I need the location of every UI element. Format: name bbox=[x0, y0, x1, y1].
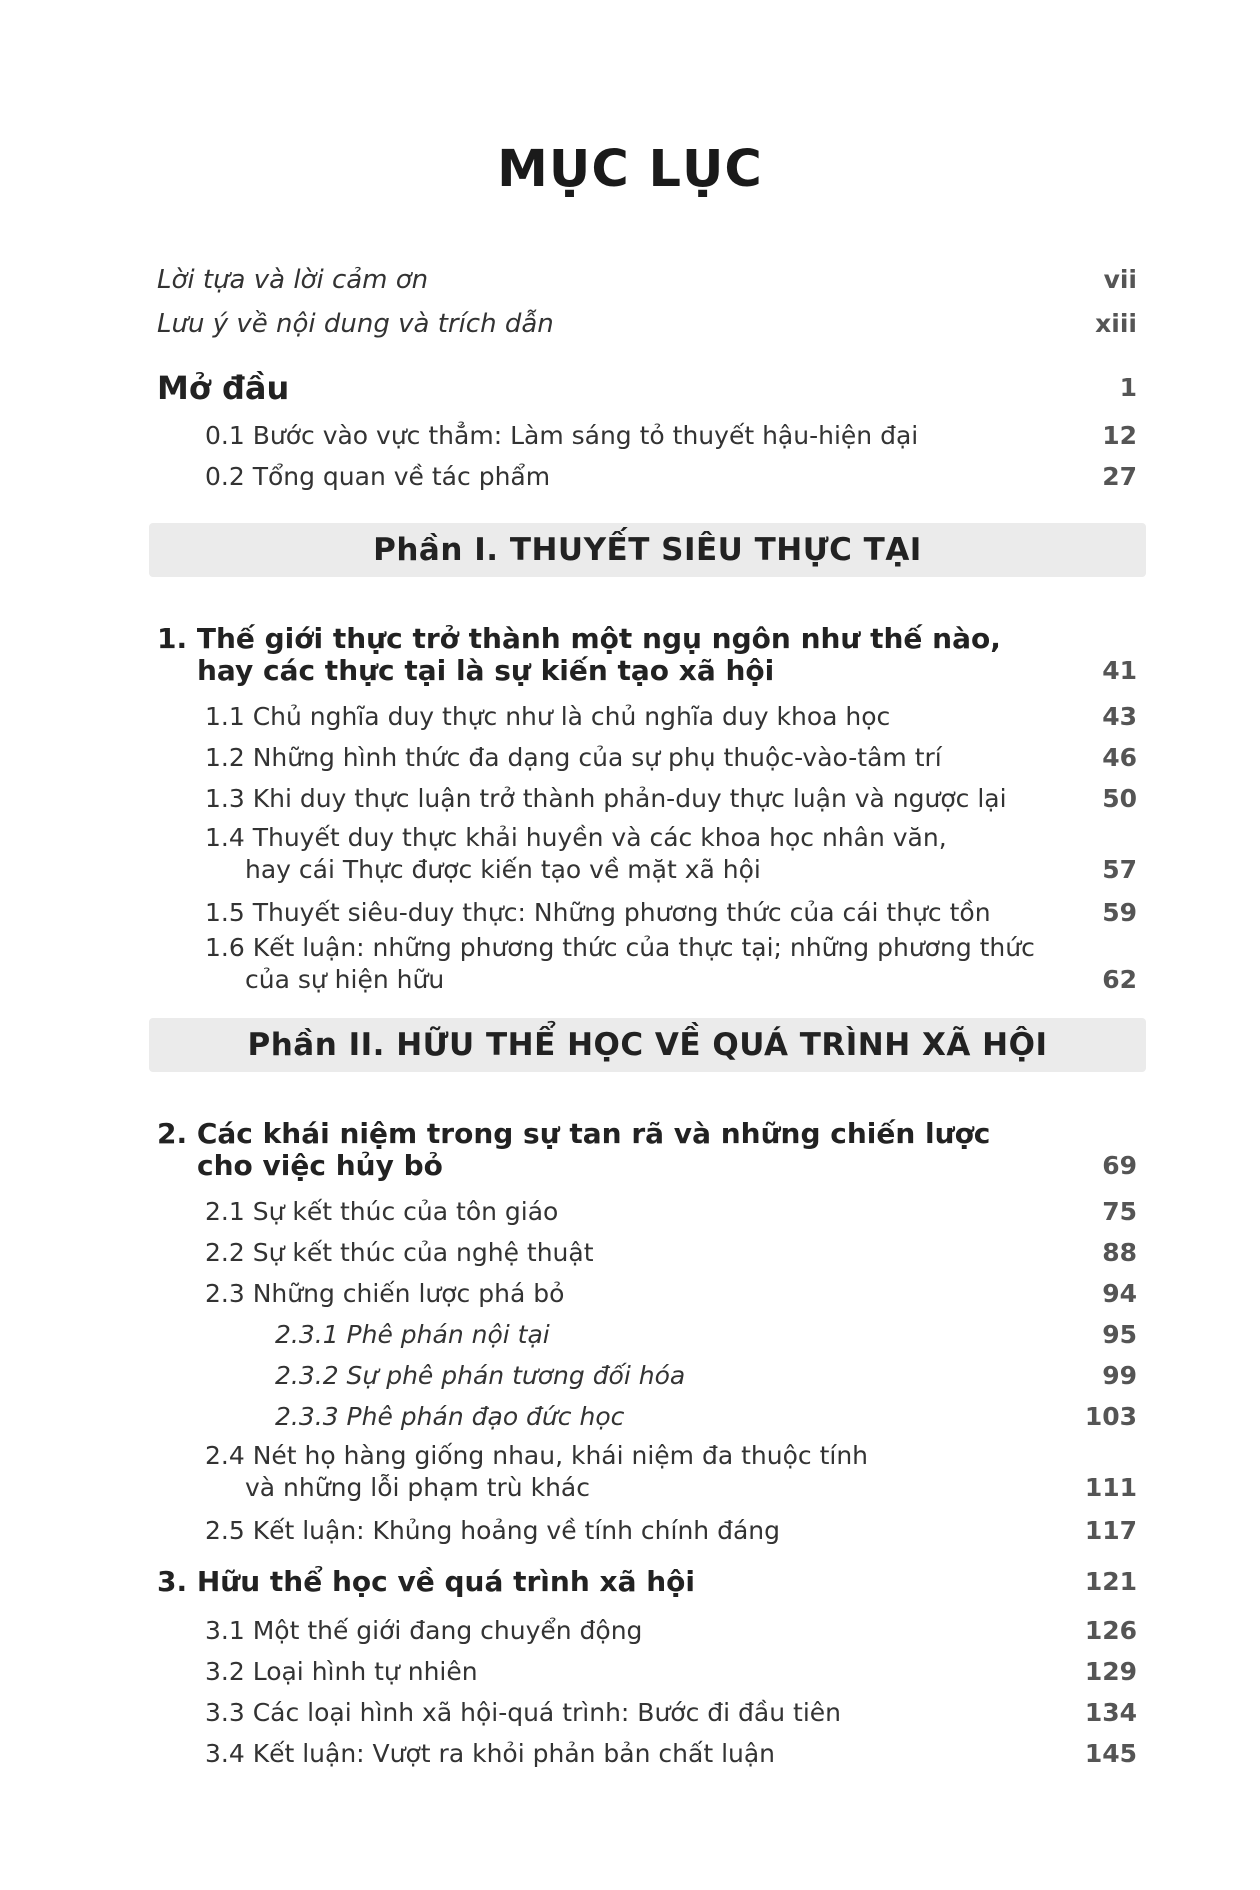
toc-entry-title: 0.1 Bước vào vực thẳm: Làm sáng tỏ thuyết hậu-hiện đại bbox=[205, 421, 919, 450]
toc-entry-2-3-1[interactable] bbox=[157, 1307, 1137, 1351]
toc-entry-title: 2.3 Những chiến lược phá bỏ bbox=[205, 1279, 565, 1308]
toc-entry-title: 3.1 Một thế giới đang chuyển động bbox=[205, 1616, 643, 1645]
toc-entry-title: 2.5 Kết luận: Khủng hoảng về tính chính đáng bbox=[205, 1516, 780, 1545]
toc-entry-title bbox=[205, 822, 947, 886]
toc-entry-title: 2.3.3 Phê phán đạo đức học bbox=[275, 1402, 625, 1431]
toc-entry-title-line2: và những lỗi phạm trù khác bbox=[245, 1473, 590, 1502]
toc-entry-page: 59 bbox=[1102, 898, 1137, 927]
part-heading-2: Phần II. HỮU THỂ HỌC VỀ QUÁ TRÌNH XÃ HỘI bbox=[149, 1018, 1146, 1072]
toc-entry-3-1[interactable] bbox=[157, 1603, 1137, 1647]
toc-entry-title: 2.3.1 Phê phán nội tại bbox=[275, 1320, 550, 1349]
toc-entry-title bbox=[157, 623, 1001, 687]
toc-entry-title: 1.5 Thuyết siêu-duy thực: Những phương thức của cái thực tồn bbox=[205, 898, 991, 927]
toc-entry-title bbox=[205, 932, 1035, 996]
toc-entry-title-line1: 1.6 Kết luận: những phương thức của thực tại; những phương thức bbox=[205, 933, 1035, 962]
toc-entry-page: 88 bbox=[1102, 1238, 1137, 1267]
toc-entry-title: 2.2 Sự kết thúc của nghệ thuật bbox=[205, 1238, 594, 1267]
toc-entry-title: 1.1 Chủ nghĩa duy thực như là chủ nghĩa duy khoa học bbox=[205, 702, 891, 731]
toc-entry-2-5[interactable] bbox=[157, 1503, 1137, 1547]
toc-entry-title: 2.3.2 Sự phê phán tương đối hóa bbox=[275, 1361, 686, 1390]
toc-entry-page: 94 bbox=[1102, 1279, 1137, 1308]
toc-entry-page: 121 bbox=[1084, 1567, 1137, 1596]
toc-entry-title: 3.4 Kết luận: Vượt ra khỏi phản bản chất luận bbox=[205, 1739, 776, 1768]
toc-entry-3-2[interactable] bbox=[157, 1644, 1137, 1688]
toc-entry-page: 57 bbox=[1102, 855, 1137, 884]
toc-entry-page: 46 bbox=[1102, 743, 1137, 772]
toc-entry-title: 3.3 Các loại hình xã hội-quá trình: Bước đi đầu tiên bbox=[205, 1698, 841, 1727]
toc-entry-title-line2: cho việc hủy bỏ bbox=[197, 1149, 443, 1182]
toc-entry-title: 3.2 Loại hình tự nhiên bbox=[205, 1657, 478, 1686]
toc-entry-introduction[interactable] bbox=[157, 360, 1137, 407]
toc-entry-chapter-3[interactable] bbox=[157, 1554, 1137, 1598]
toc-entry-notes[interactable] bbox=[157, 296, 1137, 340]
toc-entry-title: Mở đầu bbox=[157, 369, 290, 407]
toc-entry-title-line2: của sự hiện hữu bbox=[245, 965, 445, 994]
toc-entry-2-3-3[interactable] bbox=[157, 1389, 1137, 1433]
toc-entry-2-3[interactable] bbox=[157, 1266, 1137, 1310]
toc-entry-0-1[interactable] bbox=[157, 408, 1137, 452]
toc-entry-2-1[interactable] bbox=[157, 1184, 1137, 1228]
toc-entry-page: 134 bbox=[1084, 1698, 1137, 1727]
toc-entry-3-4[interactable] bbox=[157, 1726, 1137, 1770]
toc-entry-page: 117 bbox=[1084, 1516, 1137, 1545]
toc-entry-page: 43 bbox=[1102, 702, 1137, 731]
toc-entry-title-line1: 2. Các khái niệm trong sự tan rã và những chiến lược bbox=[157, 1117, 991, 1150]
toc-entry-title: 0.2 Tổng quan về tác phẩm bbox=[205, 462, 551, 491]
toc-entry-page: 41 bbox=[1102, 656, 1137, 685]
toc-entry-page: 129 bbox=[1084, 1657, 1137, 1686]
toc-entry-title-line2: hay cái Thực được kiến tạo về mặt xã hội bbox=[245, 855, 761, 884]
toc-entry-page: 1 bbox=[1119, 373, 1137, 402]
toc-entry-title: 2.1 Sự kết thúc của tôn giáo bbox=[205, 1197, 559, 1226]
toc-entry-page: xiii bbox=[1095, 309, 1137, 338]
page-title: MỤC LỤC bbox=[497, 140, 763, 199]
toc-entry-page: 95 bbox=[1102, 1320, 1137, 1349]
toc-entry-title-line1: 1. Thế giới thực trở thành một ngụ ngôn như thế nào, bbox=[157, 622, 1001, 655]
toc-entry-page: 69 bbox=[1102, 1151, 1137, 1180]
toc-entry-title bbox=[205, 1440, 868, 1504]
toc-entry-page: 111 bbox=[1084, 1473, 1137, 1502]
toc-entry-2-3-2[interactable] bbox=[157, 1348, 1137, 1392]
toc-entry-page: 126 bbox=[1084, 1616, 1137, 1645]
toc-entry-1-4[interactable] bbox=[157, 810, 1137, 886]
toc-entry-1-2[interactable] bbox=[157, 730, 1137, 774]
part-heading-1: Phần I. THUYẾT SIÊU THỰC TẠI bbox=[149, 523, 1146, 577]
toc-entry-title-line2: hay các thực tại là sự kiến tạo xã hội bbox=[197, 654, 775, 687]
toc-entry-page: 145 bbox=[1084, 1739, 1137, 1768]
toc-entry-page: 75 bbox=[1102, 1197, 1137, 1226]
toc-entry-chapter-1[interactable] bbox=[157, 607, 1137, 687]
toc-entry-title-line1: 2.4 Nét họ hàng giống nhau, khái niệm đa thuộc tính bbox=[205, 1441, 869, 1470]
toc-entry-page: 12 bbox=[1102, 421, 1137, 450]
toc-entry-page: vii bbox=[1103, 265, 1137, 294]
toc-entry-title bbox=[157, 1118, 990, 1182]
toc-entry-title: 3. Hữu thể học về quá trình xã hội bbox=[157, 1565, 695, 1598]
toc-entry-3-3[interactable] bbox=[157, 1685, 1137, 1729]
toc-entry-preface[interactable] bbox=[157, 252, 1137, 296]
toc-entry-1-3[interactable] bbox=[157, 771, 1137, 815]
toc-entry-title-line1: 1.4 Thuyết duy thực khải huyền và các khoa học nhân văn, bbox=[205, 823, 947, 852]
toc-entry-page: 103 bbox=[1084, 1402, 1137, 1431]
toc-entry-chapter-2[interactable] bbox=[157, 1102, 1137, 1182]
toc-entry-2-2[interactable] bbox=[157, 1225, 1137, 1269]
toc-entry-page: 27 bbox=[1102, 462, 1137, 491]
toc-entry-page: 50 bbox=[1102, 784, 1137, 813]
toc-entry-title: 1.2 Những hình thức đa dạng của sự phụ thuộc-vào-tâm trí bbox=[205, 743, 942, 772]
toc-entry-title: 1.3 Khi duy thực luận trở thành phản-duy thực luận và ngược lại bbox=[205, 784, 1007, 813]
toc-entry-page: 99 bbox=[1102, 1361, 1137, 1390]
toc-entry-0-2[interactable] bbox=[157, 449, 1137, 493]
toc-entry-title: Lưu ý về nội dung và trích dẫn bbox=[157, 309, 554, 339]
toc-entry-1-6[interactable] bbox=[157, 920, 1137, 996]
toc-entry-2-4[interactable] bbox=[157, 1428, 1137, 1504]
toc-entry-title: Lời tựa và lời cảm ơn bbox=[157, 265, 429, 295]
toc-entry-page: 62 bbox=[1102, 965, 1137, 994]
toc-entry-1-1[interactable] bbox=[157, 689, 1137, 733]
